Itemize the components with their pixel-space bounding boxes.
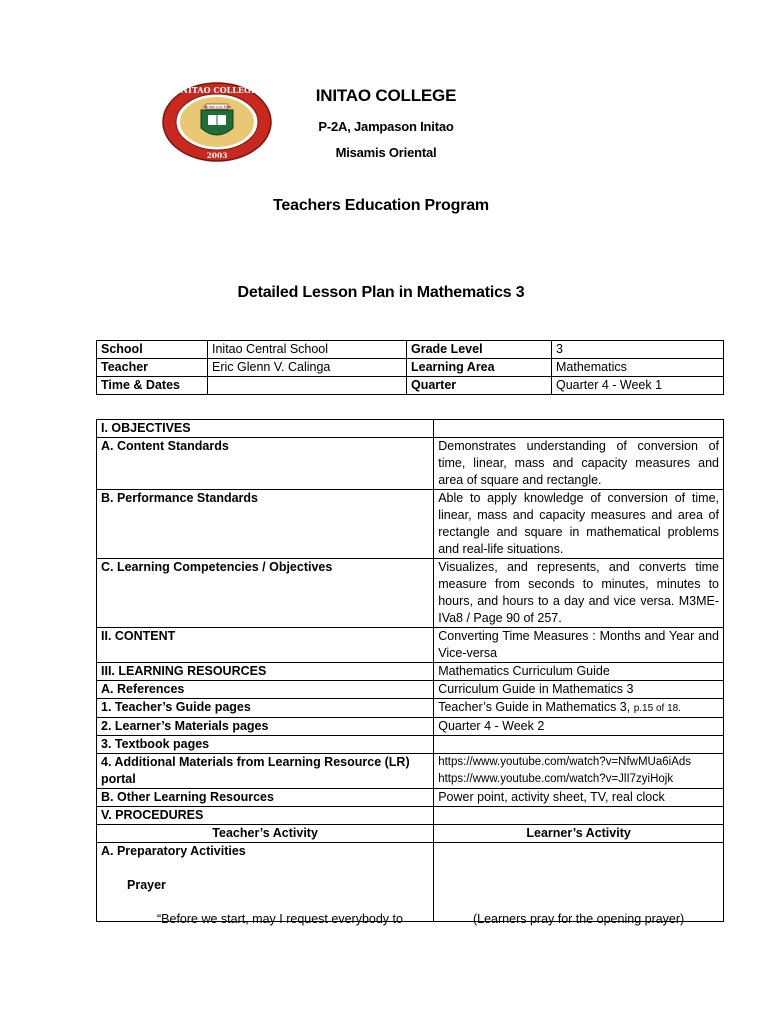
table-row <box>97 559 724 628</box>
additional-materials-value <box>434 754 724 789</box>
learning-area-value: Mathematics <box>552 359 724 377</box>
table-row <box>97 663 724 681</box>
grade-level-label: Grade Level <box>407 341 552 359</box>
learner-prayer-text: (Learners pray for the opening prayer) <box>472 912 685 926</box>
table-row <box>97 438 724 490</box>
learning-area-label: Learning Area <box>407 359 552 377</box>
table-row <box>97 341 724 359</box>
learner-activity-cell <box>434 843 724 926</box>
lesson-info-table <box>96 340 724 395</box>
table-row <box>97 699 724 718</box>
other-resources-label: B. Other Learning Resources <box>97 789 434 807</box>
svg-text:INITAO COLLEGE: INITAO COLLEGE <box>177 85 257 95</box>
teachers-guide-label: 1. Teacher’s Guide pages <box>97 699 434 718</box>
time-dates-label: Time & Dates <box>97 377 208 395</box>
objectives-heading: I. OBJECTIVES <box>97 420 434 438</box>
teacher-activity-cell <box>97 843 434 926</box>
learners-materials-label: 2. Learner’s Materials pages <box>97 718 434 736</box>
content-label: II. CONTENT <box>97 628 434 663</box>
svg-text:Veritas Lux Mea: Veritas Lux Mea <box>202 105 232 109</box>
teachers-guide-pages: p.15 of 18. <box>633 703 681 714</box>
svg-text:2003: 2003 <box>206 151 228 160</box>
other-resources-value: Power point, activity sheet, TV, real clock <box>434 789 724 807</box>
learner-activity-header: Learner’s Activity <box>434 825 724 843</box>
teachers-guide-value <box>434 699 724 718</box>
competencies-value: Visualizes, and represents, and converts time measure from seconds to minutes, minutes to hours, and hours to a day and vice versa. M3ME-IVa8 / Page 90 of 257. <box>434 559 724 628</box>
procedures-heading: V. PROCEDURES <box>97 807 434 825</box>
table-row <box>97 843 724 922</box>
teacher-label: Teacher <box>97 359 208 377</box>
content-value: Converting Time Measures : Months and Year and Vice-versa <box>434 628 724 663</box>
college-address: P-2A, Jampason Initao <box>318 119 454 134</box>
references-value: Curriculum Guide in Mathematics 3 <box>434 681 724 699</box>
lesson-plan-title: Detailed Lesson Plan in Mathematics 3 <box>237 284 525 301</box>
table-row <box>97 420 724 438</box>
time-dates-value <box>208 377 407 395</box>
college-province: Misamis Oriental <box>335 145 437 160</box>
table-row <box>97 681 724 699</box>
additional-materials-label: 4. Additional Materials from Learning Resource (LR) portal <box>97 754 434 789</box>
competencies-label: C. Learning Competencies / Objectives <box>97 559 434 628</box>
references-label: A. References <box>97 681 434 699</box>
program-title: Teachers Education Program <box>273 197 489 214</box>
table-row <box>97 807 724 825</box>
table-row <box>97 754 724 789</box>
learners-materials-value: Quarter 4 - Week 2 <box>434 718 724 736</box>
teacher-value: Eric Glenn V. Calinga <box>208 359 407 377</box>
learning-resources-value: Mathematics Curriculum Guide <box>434 663 724 681</box>
college-name: INITAO COLLEGE <box>315 86 457 105</box>
resource-link-1[interactable]: https://www.youtube.com/watch?v=NfwMUa6iAds <box>438 756 692 768</box>
resource-link-2[interactable]: https://www.youtube.com/watch?v=JlI7zyiHojk <box>438 773 674 785</box>
table-row <box>97 490 724 559</box>
prayer-label: Prayer <box>127 878 166 892</box>
table-row <box>97 736 724 754</box>
objectives-value <box>434 420 724 438</box>
teachers-guide-text: Teacher’s Guide in Mathematics 3, <box>438 700 631 714</box>
preparatory-activities-label: A. Preparatory Activities <box>101 844 246 858</box>
teacher-activity-header: Teacher’s Activity <box>97 825 434 843</box>
table-row <box>97 718 724 736</box>
table-row <box>97 359 724 377</box>
content-standards-value: Demonstrates understanding of conversion of time, linear, mass and capacity measures and area of square and rectangle. <box>434 438 724 490</box>
school-label: School <box>97 341 208 359</box>
grade-level-value: 3 <box>552 341 724 359</box>
textbook-pages-value <box>434 736 724 754</box>
prayer-quote: “Before we start, may I request everybody to <box>157 912 403 926</box>
performance-standards-value: Able to apply knowledge of conversion of time, linear, mass and capacity measures and area of rectangle and square in mathematical problems and real-life situations. <box>434 490 724 559</box>
quarter-value: Quarter 4 - Week 1 <box>552 377 724 395</box>
procedures-value <box>434 807 724 825</box>
textbook-pages-label: 3. Textbook pages <box>97 736 434 754</box>
table-row <box>97 377 724 395</box>
table-row <box>97 825 724 843</box>
lesson-plan-table <box>96 419 724 926</box>
performance-standards-label: B. Performance Standards <box>97 490 434 559</box>
content-standards-label: A. Content Standards <box>97 438 434 490</box>
school-value: Initao Central School <box>208 341 407 359</box>
learning-resources-label: III. LEARNING RESOURCES <box>97 663 434 681</box>
table-row <box>97 628 724 663</box>
table-row <box>97 789 724 807</box>
quarter-label: Quarter <box>407 377 552 395</box>
